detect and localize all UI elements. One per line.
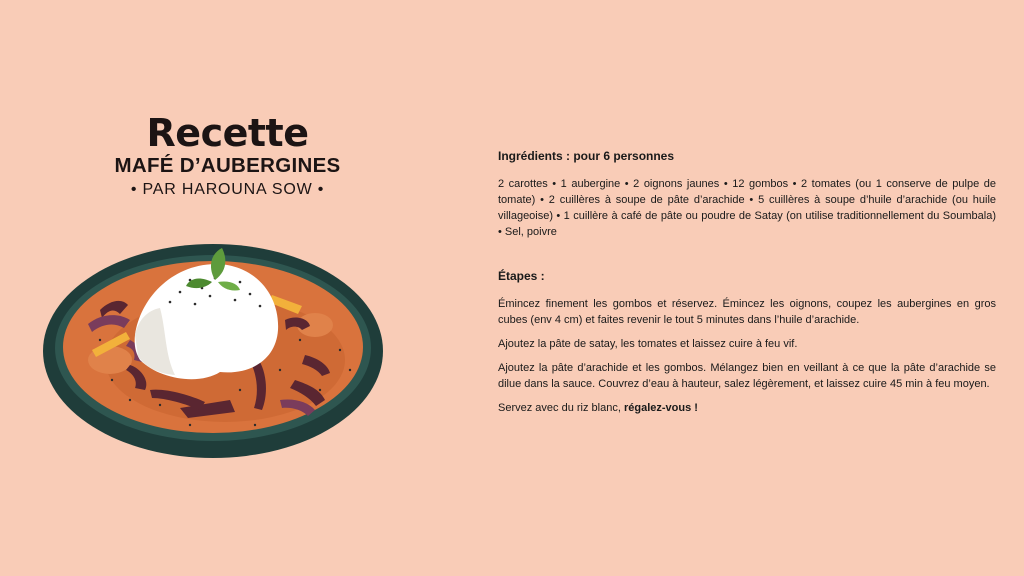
step-3: Ajoutez la pâte d’arachide et les gombos. Mélangez bien en veillant à ce que la pâte d’arachide se dilue dans la sauce. Couvrez d’eau à hauteur, salez légèrement, et laissez cuire 45 min à feu moyen. (498, 362, 996, 390)
mafe-bowl-illustration (40, 240, 386, 462)
recipe-label: Recette (146, 111, 309, 155)
ingredients-heading: Ingrédients : pour 6 personnes (498, 149, 675, 163)
step-final-text: Servez avec du riz blanc, (498, 402, 624, 414)
recipe-title-block (60, 112, 395, 200)
step-2: Ajoutez la pâte de satay, les tomates et laissez cuire à feu vif. (498, 338, 798, 350)
recipe-text (498, 148, 996, 424)
dish-name: MAFÉ D’AUBERGINES (114, 154, 341, 177)
step-final-emphasis: régalez-vous ! (623, 402, 698, 414)
step-final (498, 400, 996, 416)
steps-heading: Étapes : (498, 269, 545, 283)
step-1: Émincez finement les gombos et réservez. Émincez les oignons, coupez les aubergines en gros cubes (env 4 cm) et faites revenir le tout 5 minutes dans l’huile d’arachide. (498, 298, 996, 326)
recipe-author: • PAR HAROUNA SOW • (130, 181, 325, 198)
ingredients-list: 2 carottes • 1 aubergine • 2 oignons jaunes • 12 gombos • 2 tomates (ou 1 conserve de pulpe de tomate) • 2 cuillères à soupe de pâte d’arachide • 5 cuillères à soupe d’huile d’arachide (ou huile villageoise) • 1 cuillère à café de pâte ou poudre de Satay (on utilise traditionnellement du Soumbala) • Sel, poivre (498, 178, 996, 238)
